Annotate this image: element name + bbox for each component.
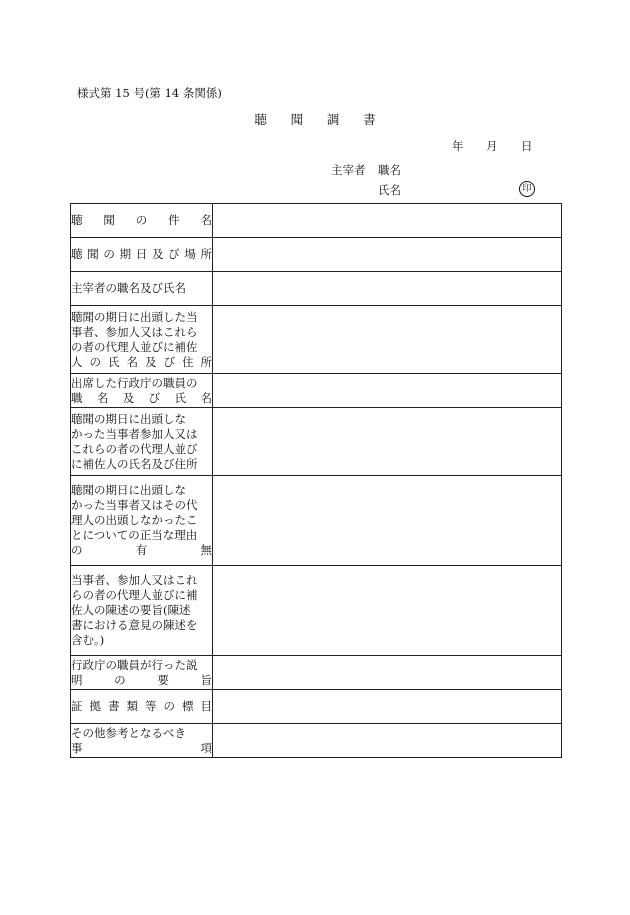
row-label: [71, 566, 213, 656]
label-text: 書における意見の陳述を: [71, 618, 198, 632]
form-number: 様式第 15 号(第 14 条関係): [77, 86, 222, 100]
hearing-record-table: [70, 203, 562, 758]
entry-field[interactable]: [213, 408, 562, 476]
row-label-line: [71, 658, 212, 673]
label-text: 拠: [89, 699, 101, 713]
label-text: 所: [200, 354, 212, 369]
row-label-line: [71, 427, 212, 442]
label-text: に補佐人の氏名及び住所: [71, 456, 198, 471]
entry-field[interactable]: [213, 204, 562, 238]
label-text: 目: [200, 699, 212, 713]
label-text: 主宰者の職名及び氏名: [71, 281, 186, 295]
row-label: [71, 238, 213, 272]
entry-field[interactable]: [213, 272, 562, 306]
record-row: [71, 690, 562, 724]
row-label: [71, 374, 213, 408]
label-text: 理人の出頭しなかったこ: [71, 513, 198, 527]
label-text: 類: [126, 699, 138, 713]
name-label: 氏名: [378, 183, 401, 197]
label-text: 及: [122, 390, 135, 405]
label-text: 事者、参加人又はこれら: [71, 324, 198, 339]
entry-field[interactable]: [213, 724, 562, 758]
label-text: 氏: [108, 354, 120, 369]
label-text: 名: [126, 354, 138, 369]
record-row: [71, 566, 562, 656]
label-text: 項: [200, 740, 212, 755]
row-label-line: [71, 633, 212, 648]
entry-field[interactable]: [213, 690, 562, 724]
row-label-line: [71, 391, 212, 406]
label-text: 名: [96, 390, 109, 405]
row-label-line: [71, 498, 212, 513]
label-text: 所: [200, 247, 212, 261]
row-label: [71, 724, 213, 758]
entry-field[interactable]: [213, 238, 562, 272]
label-text: 住: [182, 354, 194, 369]
row-label-line: [71, 325, 212, 340]
label-text: かった当事者又はその代: [71, 498, 198, 512]
label-text: の者の代理人並びに補佐: [71, 339, 198, 354]
row-label: [71, 656, 213, 690]
label-text: び: [168, 247, 180, 261]
row-label-line: [71, 588, 212, 603]
label-text: 当事者、参加人又はこれ: [71, 573, 198, 587]
label-text: とについての正当な理由: [71, 528, 198, 542]
row-label: [71, 408, 213, 476]
entry-field[interactable]: [213, 374, 562, 408]
entry-field[interactable]: [213, 566, 562, 656]
label-text: 及: [145, 354, 157, 369]
label-text: 場: [184, 247, 196, 261]
row-label-line: [71, 573, 212, 588]
record-row: [71, 272, 562, 306]
row-label-line: [71, 483, 212, 498]
label-text: らの者の代理人並びに補: [71, 588, 198, 602]
label-text: 名: [200, 213, 212, 227]
row-label: [71, 204, 213, 238]
row-label: [71, 476, 213, 566]
entry-field[interactable]: [213, 476, 562, 566]
label-text: 聴: [71, 247, 83, 261]
label-text: び: [148, 390, 161, 405]
row-label-line: [71, 741, 212, 756]
row-label-line: [71, 355, 212, 370]
record-row: [71, 656, 562, 690]
date-year-label: 年: [452, 139, 464, 153]
row-label-line: [71, 513, 212, 528]
date-month-label: 月: [486, 139, 498, 153]
label-text: 旨: [200, 672, 212, 687]
label-text: の: [163, 699, 175, 713]
label-text: かった当事者参加人又は: [71, 426, 198, 441]
label-text: 日: [135, 247, 148, 261]
row-label: [71, 272, 213, 306]
row-label-line: [71, 247, 212, 262]
label-text: び: [163, 354, 175, 369]
record-row: [71, 476, 562, 566]
label-text: 要: [157, 672, 169, 687]
row-label-line: [71, 281, 212, 296]
date-day-label: 日: [521, 139, 533, 153]
row-label-line: [71, 528, 212, 543]
label-text: 及: [151, 247, 164, 261]
record-row: [71, 306, 562, 374]
label-text: 書: [108, 699, 120, 713]
row-label-line: [71, 699, 212, 714]
label-text: 件: [168, 213, 180, 227]
row-label-line: [71, 213, 212, 228]
seal-mark: 印: [519, 181, 535, 197]
label-text: 聴聞の期日に出頭した当: [71, 309, 198, 324]
label-text: 明: [71, 672, 83, 687]
label-text: 聴聞の期日に出頭しな: [71, 483, 186, 497]
presiding-officer-label: 主宰者: [331, 163, 366, 177]
row-label-line: [71, 618, 212, 633]
label-text: 期: [119, 247, 132, 261]
record-row: [71, 204, 562, 238]
label-text: の: [71, 543, 83, 557]
row-label-line: [71, 457, 212, 472]
record-row: [71, 724, 562, 758]
label-text: 聴: [71, 213, 83, 227]
row-label-line: [71, 442, 212, 457]
label-text: 氏: [174, 390, 187, 405]
label-text: 佐人の陳述の要旨(陳述: [71, 603, 191, 617]
document-title: 聴聞調書: [254, 112, 400, 127]
label-text: の: [103, 247, 115, 261]
label-text: 標: [182, 699, 194, 713]
row-label-line: [71, 340, 212, 355]
row-label-line: [71, 726, 212, 741]
label-text: の: [89, 354, 101, 369]
label-text: の: [135, 213, 148, 227]
label-text: 職: [71, 390, 83, 405]
label-text: 聞: [103, 213, 115, 227]
row-label: [71, 690, 213, 724]
label-text: 名: [200, 390, 212, 405]
label-text: 行政庁の職員が行った説: [71, 657, 198, 672]
label-text: 人: [71, 354, 83, 369]
label-text: 含む。): [71, 633, 105, 647]
row-label-line: [71, 310, 212, 325]
label-text: 聞: [87, 247, 99, 261]
label-text: 事: [71, 740, 83, 755]
label-text: 有: [135, 543, 148, 557]
row-label-line: [71, 673, 212, 688]
row-label-line: [71, 412, 212, 427]
row-label-line: [71, 376, 212, 391]
label-text: 無: [200, 543, 212, 557]
entry-field[interactable]: [213, 656, 562, 690]
label-text: 等: [145, 699, 157, 713]
record-row: [71, 374, 562, 408]
label-text: の: [114, 672, 126, 687]
row-label: [71, 306, 213, 374]
label-text: 聴聞の期日に出頭しな: [71, 411, 186, 426]
record-row: [71, 238, 562, 272]
row-label-line: [71, 543, 212, 558]
label-text: 証: [71, 699, 83, 713]
label-text: 出席した行政庁の職員の: [71, 375, 198, 390]
post-label: 職名: [378, 163, 401, 177]
label-text: その他参考となるべき: [71, 725, 186, 740]
row-label-line: [71, 603, 212, 618]
entry-field[interactable]: [213, 306, 562, 374]
label-text: これらの者の代理人並び: [71, 441, 198, 456]
record-row: [71, 408, 562, 476]
